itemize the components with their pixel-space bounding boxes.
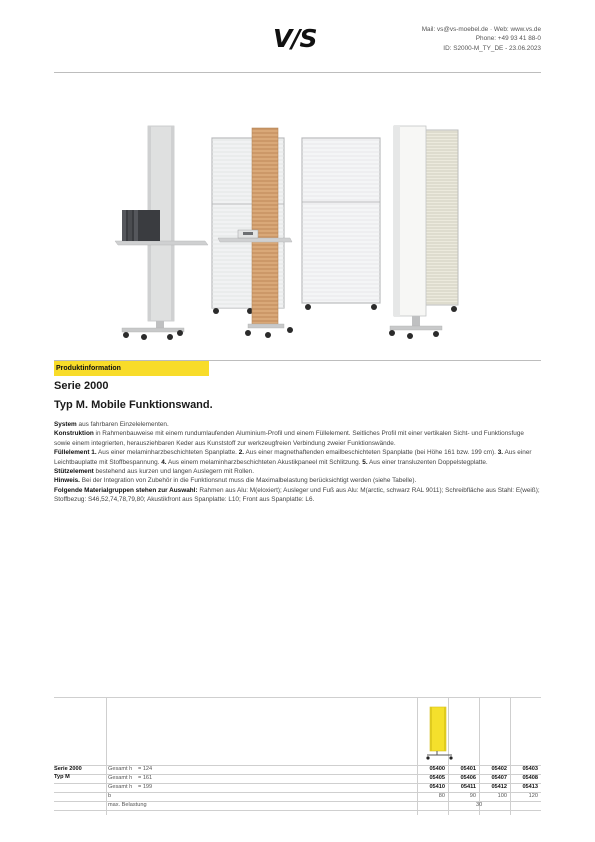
article-code: 05410 [429, 784, 445, 790]
width-label: b [108, 793, 112, 799]
article-code: 05401 [460, 766, 476, 772]
load-value: 30 [476, 802, 483, 808]
panel-solid-with-shelf [115, 126, 208, 340]
brand-logo: V/S [273, 24, 317, 53]
article-code: 05402 [491, 766, 507, 772]
table-row-rule [54, 810, 541, 811]
header-divider [54, 72, 541, 73]
desc-system: System aus fahrbaren Einzelelementen. [54, 421, 169, 428]
article-code: 05413 [522, 784, 538, 790]
table-top-rule [54, 697, 541, 698]
desc-construction: Konstruktion in Rahmenbauweise mit einem rundumlaufenden Aluminium-Profil und einem Füllelement. Seitliches Profil mit einer vertikalen Sicht- und Funktionsfuge sowie einem integrierten, herausziehbaren Keder aus Kunststoff zur werkzeugfreien Verbindung zweier Funktionswände. [54, 430, 524, 447]
panel-translucent-center [302, 138, 380, 310]
section-label: Produktinformation [54, 361, 209, 376]
variant-thumbnail [422, 705, 462, 761]
document-id: ID: S2000-M_TY_DE - 23.06.2023 [443, 44, 541, 52]
row-label: Gesamt h [108, 766, 133, 772]
product-table [54, 697, 541, 815]
row-value: = 124 [138, 766, 153, 772]
table-col-divider [106, 697, 107, 815]
width-value: 120 [528, 793, 538, 799]
desc-note: Hinweis. Bei der Integration von Zubehör in die Funktionsnut muss die Maximalbelastung berücksichtigt werden (siehe Tabelle). [54, 477, 417, 485]
product-description [54, 420, 541, 505]
row-label: Gesamt h [108, 775, 133, 781]
article-code: 05407 [491, 775, 507, 781]
product-name-cell: Serie 2000 [54, 766, 82, 772]
product-title: Serie 2000 [54, 380, 109, 392]
article-code: 05406 [460, 775, 476, 781]
article-code: 05405 [429, 775, 445, 781]
row-value: = 199 [138, 784, 153, 790]
contact-mail[interactable]: Mail: vs@vs-moebel.de · Web: www.vs.de [421, 26, 541, 33]
desc-support: Stützelement bestehend aus kurzen und langen Auslegern mit Rollen. [54, 468, 255, 476]
article-code: 05408 [522, 775, 538, 781]
contact-phone: Phone: +49 93 41 88-0 [475, 35, 541, 43]
width-value: 90 [469, 793, 476, 799]
article-code: 05400 [429, 766, 445, 772]
article-code: 05412 [491, 784, 507, 790]
product-subtitle: Typ M. Mobile Funktionswand. [54, 399, 213, 411]
contact-info [422, 25, 541, 53]
article-code: 05403 [522, 766, 538, 772]
desc-fill-element: Füllelement 1. Aus einer melaminharzbeschichteten Spanplatte. 2. Aus einer magnethaftenden emailbeschichteten Spanplatte (bei Höhe 161 bzw. 199 cm). 3. Aus einer Leichtbauplatte mit Stoffbespannung. 4. Aus einem melaminharzbeschichteten Akustikpaneel mit Schlitzung. 5. Aus einer transluzenten Doppelstegplatte. [54, 449, 532, 466]
load-label: max. Belastung [108, 802, 147, 808]
product-type-cell: Typ M [54, 774, 70, 780]
row-label: Gesamt h [108, 784, 133, 790]
product-image [110, 118, 490, 343]
row-value: = 161 [138, 775, 153, 781]
desc-materials: Folgende Materialgruppen stehen zur Auswahl: Rahmen aus Alu: M(eloxiert); Ausleger und Fuß aus Alu: M(arctic, schwarz RAL 9011); Schreibfläche aus Stahl: E(weiß); Stoffbezug: S46,52,74,78,79,80; Akustikfront aus Spanplatte: L10; Front aus Spanplatte: L6. [54, 486, 540, 504]
width-value: 100 [497, 793, 507, 799]
article-code: 05411 [460, 784, 476, 790]
width-value: 80 [438, 793, 445, 799]
